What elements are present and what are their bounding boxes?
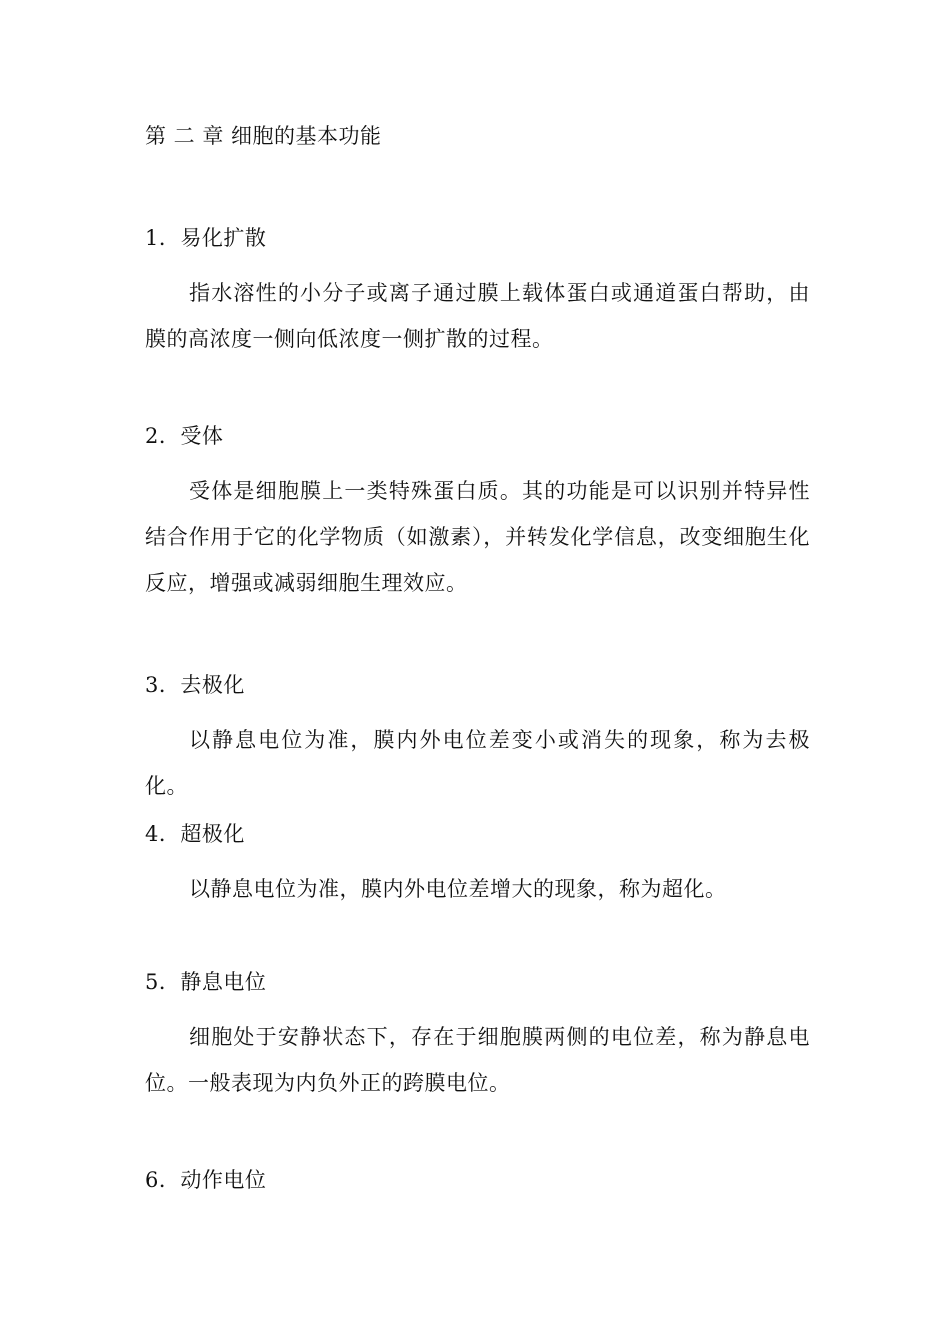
term-heading: 2．受体	[145, 424, 224, 448]
term-definition: 以静息电位为准，膜内外电位差变小或消失的现象，称为去极化。	[145, 728, 810, 798]
term-heading: 4．超极化	[145, 822, 245, 846]
term-definition: 细胞处于安静状态下，存在于细胞膜两侧的电位差，称为静息电位。一般表现为内负外正的跨膜电位。	[145, 1025, 810, 1095]
term-entry-receptor	[145, 422, 810, 606]
term-heading: 1．易化扩散	[145, 226, 267, 250]
term-entry-depolarization	[145, 671, 810, 809]
term-entry-facilitated-diffusion	[145, 224, 810, 362]
term-heading: 3．去极化	[145, 673, 245, 697]
term-heading: 6．动作电位	[145, 1168, 267, 1192]
chapter-title: 第 二 章 细胞的基本功能	[145, 124, 382, 148]
term-heading: 5．静息电位	[145, 970, 267, 994]
term-definition: 以静息电位为准，膜内外电位差增大的现象，称为超化。	[189, 877, 727, 901]
term-entry-hyperpolarization	[145, 820, 810, 912]
term-definition: 受体是细胞膜上一类特殊蛋白质。其的功能是可以识别并特异性结合作用于它的化学物质（如激素），并转发化学信息，改变细胞生化反应，增强或减弱细胞生理效应。	[145, 479, 810, 595]
term-entry-action-potential	[145, 1166, 810, 1194]
term-entry-resting-potential	[145, 968, 810, 1106]
term-definition: 指水溶性的小分子或离子通过膜上载体蛋白或通道蛋白帮助，由膜的高浓度一侧向低浓度一侧扩散的过程。	[145, 281, 810, 351]
